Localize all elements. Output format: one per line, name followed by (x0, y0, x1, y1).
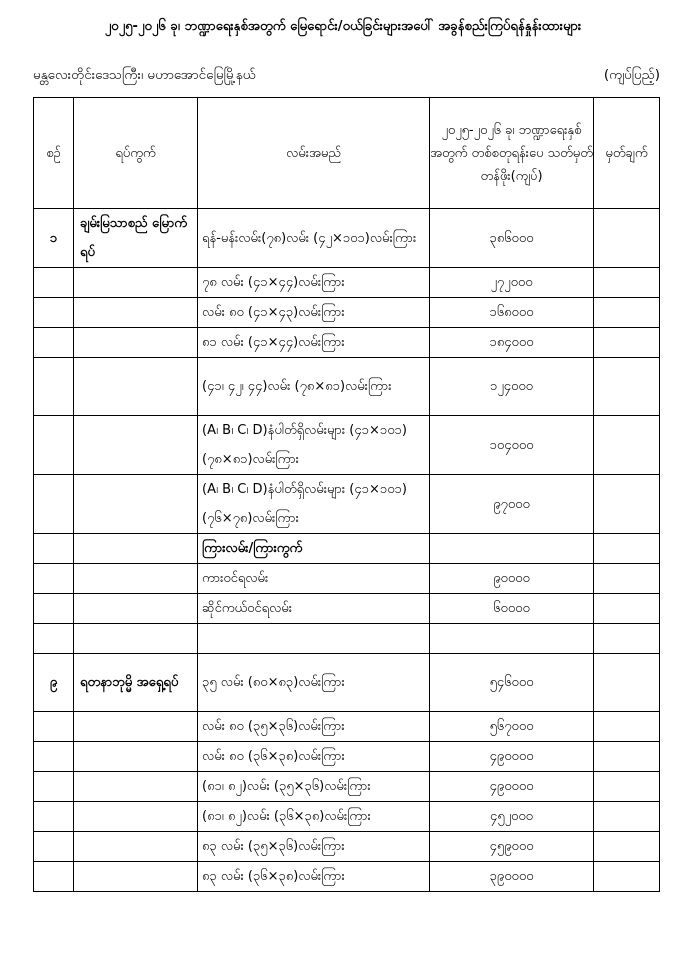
township-label: မန္တလေးတိုင်းဒေသကြီး၊ မဟာအောင်မြေမြို့နယ် (33, 67, 256, 83)
cell-no (34, 594, 74, 624)
table-row (34, 268, 660, 298)
table-row (34, 772, 660, 802)
cell-no (34, 742, 74, 772)
cell-road-name: ၈၃ လမ်း (၃၆×၃၈)လမ်းကြား (198, 862, 430, 892)
cell-road-name: (A၊ B၊ C၊ D)နံပါတ်ရှိလမ်းများ (၄၁×၁၀၁) (၇၈×၈၁)လမ်းကြား (198, 416, 430, 475)
header-value: ၂၀၂၅-၂၀၂၆ ခု၊ ဘဏ္ဍာရေးနှစ်အတွက် တစ်စတုရန်းပေ သတ်မှတ်တန်ဖိုး(ကျပ်) (430, 98, 594, 209)
cell-location (74, 564, 198, 594)
currency-unit-label: (ကျပ်ပြည့်) (603, 67, 660, 83)
cell-no (34, 624, 74, 654)
table-row (34, 534, 660, 564)
cell-road-name: (၈၁၊ ၈၂)လမ်း (၃၆×၃၈)လမ်းကြား (198, 802, 430, 832)
table-row (34, 358, 660, 416)
cell-remarks (594, 328, 660, 358)
cell-remarks (594, 358, 660, 416)
cell-remarks (594, 654, 660, 712)
cell-road-name: ၇၈ လမ်း (၄၁×၄၄)လမ်းကြား (198, 268, 430, 298)
cell-road-name: လမ်း ၈၀ (၄၁×၄၃)လမ်းကြား (198, 298, 430, 328)
cell-value: ၃၉၀၀၀၀ (430, 862, 594, 892)
cell-location (74, 594, 198, 624)
cell-value: ၁၀၄၀၀၀ (430, 416, 594, 475)
cell-no (34, 268, 74, 298)
cell-location (74, 416, 198, 475)
cell-location (74, 712, 198, 742)
cell-value: ၄၉၀၀၀၀ (430, 742, 594, 772)
table-row (34, 742, 660, 772)
cell-road-name: ဆိုင်ကယ်ဝင်ရလမ်း (198, 594, 430, 624)
cell-road-name: ၈၁ လမ်း (၄၁×၄၄)လမ်းကြား (198, 328, 430, 358)
cell-value: ၉၇၀၀၀ (430, 475, 594, 534)
cell-remarks (594, 862, 660, 892)
cell-no (34, 802, 74, 832)
cell-no (34, 772, 74, 802)
cell-remarks (594, 742, 660, 772)
cell-no (34, 534, 74, 564)
document-title: ၂၀၂၅-၂၀၂၆ ခု၊ ဘဏ္ဍာရေးနှစ်အတွက် မြေရောင်း/ဝယ်ခြင်းများအပေါ် အခွန်စည်းကြပ်ရန်နှုန်းထားများ (104, 19, 582, 34)
cell-value: ၃၈၆၀၀၀ (430, 209, 594, 268)
table-row (34, 654, 660, 712)
cell-remarks (594, 772, 660, 802)
table-row (34, 416, 660, 475)
cell-no (34, 358, 74, 416)
table-row (34, 862, 660, 892)
cell-no (34, 298, 74, 328)
header-road: လမ်းအမည် (198, 98, 430, 209)
cell-location (74, 862, 198, 892)
cell-road-name: ၃၅ လမ်း (၈၀×၈၃)လမ်းကြား (198, 654, 430, 712)
cell-value (430, 624, 594, 654)
cell-location (74, 475, 198, 534)
table-row (34, 298, 660, 328)
header-no: စဉ် (34, 98, 74, 209)
table-row (34, 624, 660, 654)
cell-no (34, 328, 74, 358)
cell-remarks (594, 802, 660, 832)
cell-value: ၁၆၈၀၀၀ (430, 298, 594, 328)
cell-road-name: ၈၃ လမ်း (၃၅×၃၆)လမ်းကြား (198, 832, 430, 862)
cell-remarks (594, 832, 660, 862)
table-header-row (34, 98, 660, 209)
cell-value: ၉၀၀၀၀ (430, 564, 594, 594)
cell-road-name: (A၊ B၊ C၊ D)နံပါတ်ရှိလမ်းများ (၄၁×၁၀၁) (၇၆×၇၈)လမ်းကြား (198, 475, 430, 534)
cell-value: ၄၅၉၀၀၀ (430, 832, 594, 862)
cell-no (34, 475, 74, 534)
cell-location (74, 298, 198, 328)
table-row (34, 712, 660, 742)
table-row (34, 802, 660, 832)
table-row (34, 832, 660, 862)
cell-road-name (198, 624, 430, 654)
cell-location (74, 268, 198, 298)
cell-no (34, 832, 74, 862)
cell-no: ၉ (34, 654, 74, 712)
cell-value: ၁၂၄၀၀၀ (430, 358, 594, 416)
header-location: ရပ်ကွက် (74, 98, 198, 209)
cell-remarks (594, 594, 660, 624)
cell-location (74, 742, 198, 772)
cell-location (74, 772, 198, 802)
cell-road-name: ရန်-မန်းလမ်း(၇၈)လမ်း (၄၂×၁၀၁)လမ်းကြား (198, 209, 430, 268)
cell-location (74, 832, 198, 862)
cell-remarks (594, 268, 660, 298)
table-row (34, 564, 660, 594)
table-row (34, 594, 660, 624)
cell-value: ၂၇၂၀၀၀ (430, 268, 594, 298)
cell-no (34, 564, 74, 594)
table-row (34, 328, 660, 358)
cell-road-name: (၄၁၊ ၄၂၊ ၄၄)လမ်း (၇၈×၈၁)လမ်းကြား (198, 358, 430, 416)
cell-location (74, 802, 198, 832)
cell-road-name: (၈၁၊ ၈၂)လမ်း (၃၅×၃၆)လမ်းကြား (198, 772, 430, 802)
cell-no: ၁ (34, 209, 74, 268)
cell-location: ချမ်းမြသာစည် မြောက်ရပ် (74, 209, 198, 268)
cell-no (34, 712, 74, 742)
cell-remarks (594, 712, 660, 742)
cell-no (34, 862, 74, 892)
cell-remarks (594, 209, 660, 268)
cell-value: ၅၄၆၀၀၀ (430, 654, 594, 712)
cell-value: ၄၅၂၀၀၀ (430, 802, 594, 832)
cell-remarks (594, 534, 660, 564)
cell-value: ၁၈၄၀၀၀ (430, 328, 594, 358)
cell-remarks (594, 475, 660, 534)
tax-rate-table (33, 97, 660, 892)
cell-remarks (594, 624, 660, 654)
cell-location (74, 534, 198, 564)
cell-value: ၄၉၀၀၀၀ (430, 772, 594, 802)
cell-remarks (594, 564, 660, 594)
cell-location (74, 328, 198, 358)
table-row (34, 209, 660, 268)
cell-value: ၅၆၇၀၀၀ (430, 712, 594, 742)
table-row (34, 475, 660, 534)
table-body (34, 209, 660, 892)
cell-value (430, 534, 594, 564)
cell-location (74, 358, 198, 416)
cell-road-name: လမ်း ၈၀ (၃၆×၃၈)လမ်းကြား (198, 742, 430, 772)
cell-road-name: ကားဝင်ရလမ်း (198, 564, 430, 594)
cell-location (74, 624, 198, 654)
cell-road-name: လမ်း ၈၀ (၃၅×၃၆)လမ်းကြား (198, 712, 430, 742)
cell-road-name: ကြားလမ်း/ကြားကွက် (198, 534, 430, 564)
cell-location: ရတနာဘုမ္မိ အရှေ့ရပ် (74, 654, 198, 712)
cell-value: ၆၀၀၀၀ (430, 594, 594, 624)
cell-remarks (594, 416, 660, 475)
cell-no (34, 416, 74, 475)
header-remarks: မှတ်ချက် (594, 98, 660, 209)
cell-remarks (594, 298, 660, 328)
